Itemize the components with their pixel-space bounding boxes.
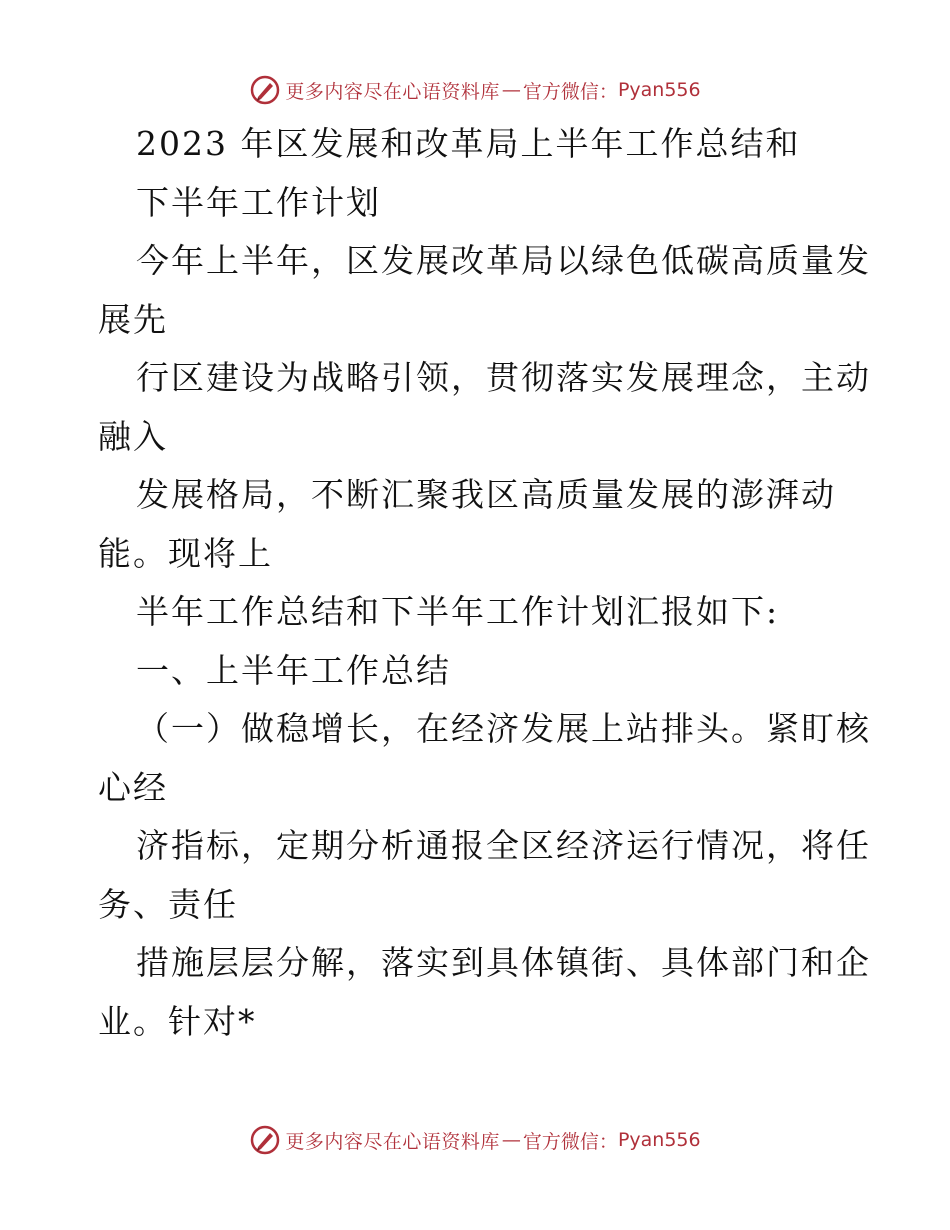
- document-body: [98, 115, 871, 1051]
- text-line: 展先: [98, 299, 168, 339]
- text-line: 半年工作总结和下半年工作计划汇报如下:: [136, 592, 780, 631]
- watermark-label: 官方微信：: [522, 1130, 618, 1153]
- title-line-2: 下半年工作计划: [136, 182, 381, 222]
- title-line-1: 2023 年区发展和改革局上半年工作总结和: [136, 124, 801, 163]
- section-heading: 一、上半年工作总结: [136, 650, 451, 690]
- text-line: 融入: [98, 416, 168, 456]
- text-line: 行区建设为战略引领，贯彻落实发展理念，主动: [136, 358, 871, 397]
- watermark-separator: —: [501, 79, 521, 101]
- watermark-separator: —: [501, 1129, 521, 1151]
- watermark-text: 更多内容尽在心语资料库: [285, 80, 500, 103]
- pen-logo-icon: [249, 1124, 281, 1156]
- watermark-text: 更多内容尽在心语资料库: [285, 1130, 500, 1153]
- text-line: 心经: [98, 767, 168, 807]
- text-line: 措施层层分解，落实到具体镇街、具体部门和企: [136, 943, 871, 982]
- text-line: 今年上半年，区发展改革局以绿色低碳高质量发: [136, 241, 871, 280]
- text-line: 济指标，定期分析通报全区经济运行情况，将任: [136, 826, 871, 865]
- watermark-id: Pyan556: [617, 79, 701, 101]
- text-line: （一）做稳增长，在经济发展上站排头。紧盯核: [136, 709, 871, 748]
- header-watermark: [0, 70, 950, 110]
- text-line: 能。现将上: [98, 533, 273, 573]
- footer-watermark: [0, 1120, 950, 1160]
- pen-logo-icon: [249, 74, 281, 106]
- watermark-label: 官方微信：: [522, 80, 618, 103]
- text-line: 发展格局，不断汇聚我区高质量发展的澎湃动: [136, 475, 836, 514]
- watermark-id: Pyan556: [617, 1129, 701, 1151]
- text-line: 务、责任: [98, 884, 238, 924]
- text-line: 业。针对*: [98, 1001, 257, 1041]
